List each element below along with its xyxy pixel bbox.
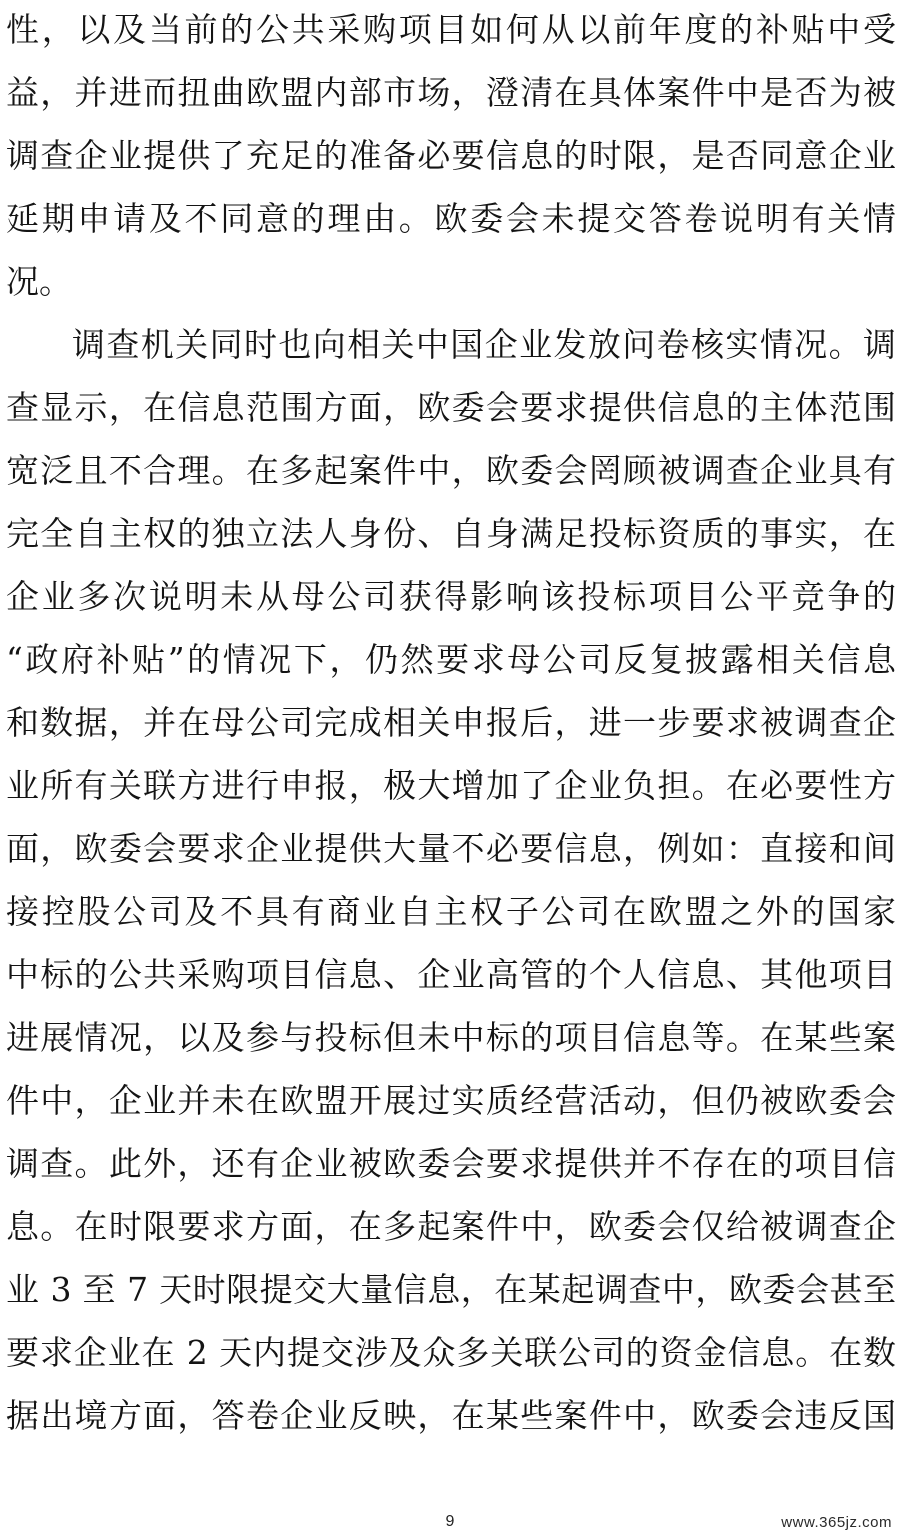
text-line: 益，并进而扭曲欧盟内部市场，澄清在具体案件中是否为被: [6, 73, 896, 112]
text-line: 和数据，并在母公司完成相关申报后，进一步要求被调查企: [6, 703, 896, 742]
text-line: 中标的公共采购项目信息、企业高管的个人信息、其他项目: [6, 955, 896, 994]
text-line: 调查。此外，还有企业被欧委会要求提供并不存在的项目信: [6, 1144, 896, 1183]
text-line: 调查机关同时也向相关中国企业发放问卷核实情况。调: [72, 325, 896, 364]
site-watermark: www.365jz.com: [781, 1514, 892, 1531]
text-line: 完全自主权的独立法人身份、自身满足投标资质的事实，在: [6, 514, 896, 553]
text-line: 息。在时限要求方面，在多起案件中，欧委会仅给被调查企: [6, 1207, 896, 1246]
text-line: 面，欧委会要求企业提供大量不必要信息，例如：直接和间: [6, 829, 896, 868]
text-line: 况。: [6, 262, 72, 301]
text-line: 延期申请及不同意的理由。欧委会未提交答卷说明有关情: [6, 199, 896, 238]
text-line: 宽泛且不合理。在多起案件中，欧委会罔顾被调查企业具有: [6, 451, 896, 490]
text-line: 查显示，在信息范围方面，欧委会要求提供信息的主体范围: [6, 388, 896, 427]
text-line: 要求企业在 2 天内提交涉及众多关联公司的资金信息。在数: [6, 1333, 896, 1372]
page-number: 9: [445, 1513, 455, 1530]
text-line: 企业多次说明未从母公司获得影响该投标项目公平竞争的: [6, 577, 896, 616]
text-line: 据出境方面，答卷企业反映，在某些案件中，欧委会违反国: [6, 1396, 896, 1435]
text-line: 件中，企业并未在欧盟开展过实质经营活动，但仍被欧委会: [6, 1081, 896, 1120]
text-line: 性，以及当前的公共采购项目如何从以前年度的补贴中受: [6, 10, 896, 49]
text-line: 调查企业提供了充足的准备必要信息的时限，是否同意企业: [6, 136, 896, 175]
text-line: “政府补贴”的情况下，仍然要求母公司反复披露相关信息: [6, 640, 896, 679]
text-line: 进展情况，以及参与投标但未中标的项目信息等。在某些案: [6, 1018, 896, 1057]
text-line: 接控股公司及不具有商业自主权子公司在欧盟之外的国家: [6, 892, 896, 931]
text-line: 业 3 至 7 天时限提交大量信息，在某起调查中，欧委会甚至: [6, 1270, 896, 1309]
text-line: 业所有关联方进行申报，极大增加了企业负担。在必要性方: [6, 766, 896, 805]
